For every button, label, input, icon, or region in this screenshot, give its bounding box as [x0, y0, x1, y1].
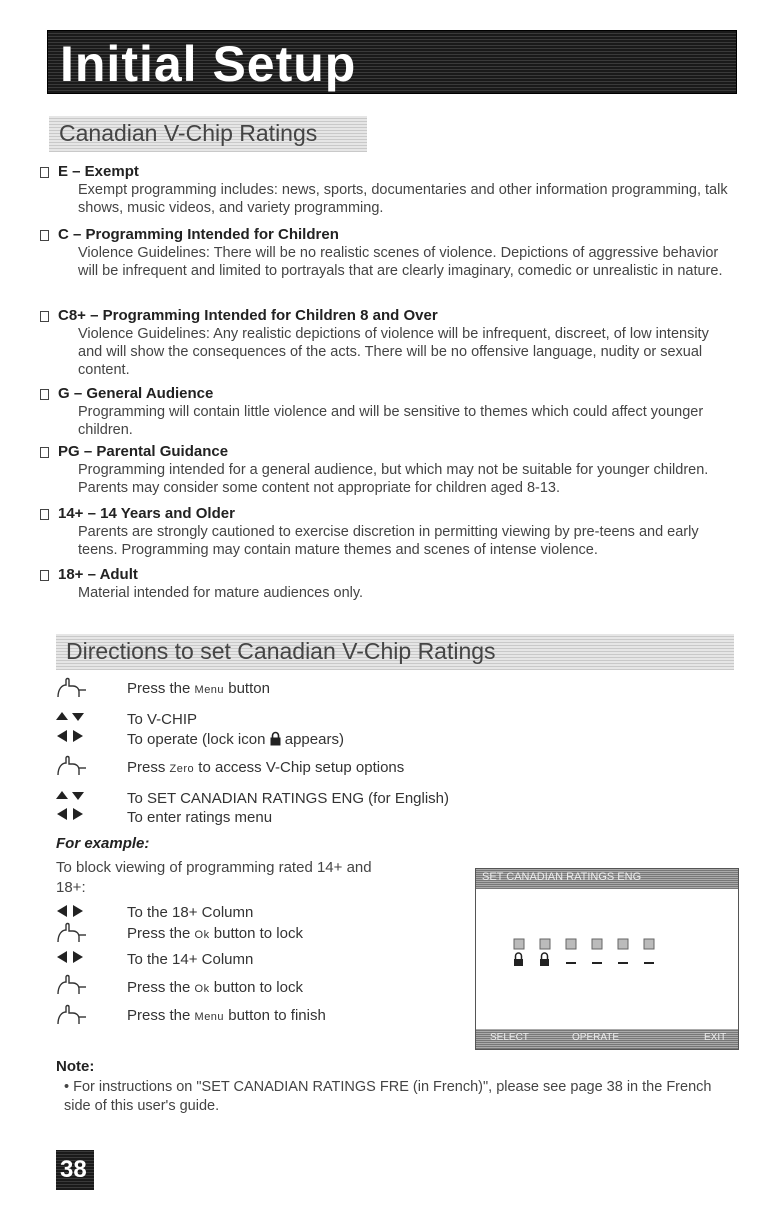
- screen-operate-label: OPERATE: [572, 1032, 620, 1043]
- rating-description: Material intended for mature audiences only.: [78, 585, 364, 601]
- screen-select-label: SELECT: [490, 1032, 529, 1043]
- rating-description: Programming intended for a general audience, but which may not be suitable for younger children. Parents may consider some content not appropriate for children aged 8-13.: [78, 462, 709, 496]
- rating-description: Parents are strongly cautioned to exercise discretion in permitting viewing by pre-teens and early teens. Programming may contain mature themes and scenes of intense violence.: [78, 524, 699, 558]
- section-title-ratings: Canadian V-Chip Ratings: [59, 120, 318, 146]
- rating-title: PG – Parental Guidance: [58, 443, 229, 460]
- rating-description: Violence Guidelines: Any realistic depictions of violence will be infrequent, discreet, of low intensity and will show the consequences of the acts. There will be no offensive language, nudity or sexual content.: [78, 326, 709, 378]
- section-header-directions: [56, 634, 734, 670]
- tv-screen-illustration: [475, 868, 739, 1050]
- page-title-bar: [47, 30, 737, 94]
- note-text: • For instructions on "SET CANADIAN RATINGS FRE (in French)", please see page 38 in the French side of this user's guide.: [64, 1079, 712, 1114]
- rating-description: Programming will contain little violence and will be sensitive to themes which could affect younger children.: [78, 404, 704, 438]
- section-header-ratings: [49, 116, 367, 152]
- left-right-arrow-icon: [55, 949, 91, 971]
- example-step-18plus: To the 18+ Column: [127, 904, 254, 921]
- step-set-canadian-ratings: To SET CANADIAN RATINGS ENG (for English): [127, 790, 450, 807]
- rating-description: Violence Guidelines: There will be no realistic scenes of violence. Depictions of aggressive behavior will be infrequent and limited to portrayals that are clearly imaginary, comedic or unrealistic in nature.: [78, 245, 723, 279]
- left-right-arrow-icon: [55, 806, 91, 828]
- rating-g: [58, 385, 728, 439]
- rating-pg: [58, 443, 728, 497]
- page-number-badge: [56, 1150, 94, 1190]
- screen-title-bar: [476, 869, 738, 889]
- left-right-arrow-icon: [55, 728, 91, 750]
- page-title: Initial Setup: [60, 36, 357, 92]
- checkbox-icon: [40, 167, 49, 178]
- rating-14plus: [58, 505, 728, 559]
- rating-description: Exempt programming includes: news, sports, documentaries and other information programming, talk shows, music videos, and variety programming.: [78, 182, 728, 216]
- screen-exit-label: EXIT: [704, 1032, 727, 1043]
- rating-title: 18+ – Adult: [58, 566, 138, 583]
- rating-18plus: [58, 566, 728, 602]
- step-press-zero: Press Zero to access V-Chip setup options: [127, 759, 405, 776]
- rating-e: [58, 163, 728, 217]
- example-label: For example:: [56, 835, 150, 852]
- hand-press-icon: [55, 677, 91, 699]
- checkbox-icon: [40, 311, 49, 322]
- example-intro: To block viewing of programming rated 14+ and 18+:: [56, 859, 372, 896]
- checkbox-icon: [40, 447, 49, 458]
- hand-press-icon: [55, 922, 91, 944]
- step-operate: To operate (lock icon appears): [127, 731, 344, 748]
- checkbox-icon: [40, 389, 49, 400]
- step-to-vchip: To V-CHIP: [127, 711, 198, 728]
- step-enter-ratings-menu: To enter ratings menu: [127, 809, 273, 826]
- checkbox-icon: [40, 509, 49, 520]
- hand-press-icon: [55, 974, 91, 996]
- example-step-lock-14: Press the Ok button to lock: [127, 979, 303, 996]
- page-number: 38: [60, 1156, 87, 1183]
- example-step-lock-18: Press the Ok button to lock: [127, 925, 303, 942]
- checkbox-icon: [40, 230, 49, 241]
- rating-c: [58, 226, 728, 280]
- step-press-menu: Press the Menu button: [127, 680, 270, 697]
- note-label: Note:: [56, 1058, 95, 1075]
- hand-press-icon: [55, 1004, 91, 1026]
- checkbox-icon: [40, 570, 49, 581]
- rating-title: C8+ – Programming Intended for Children 8 and Over: [58, 307, 438, 324]
- section-title-directions: Directions to set Canadian V-Chip Ratings: [66, 638, 496, 664]
- rating-title: C – Programming Intended for Children: [58, 226, 339, 243]
- rating-title: E – Exempt: [58, 163, 139, 180]
- rating-title: 14+ – 14 Years and Older: [58, 505, 235, 522]
- example-step-14plus: To the 14+ Column: [127, 951, 254, 968]
- rating-title: G – General Audience: [58, 385, 214, 402]
- lock-icon: [270, 731, 281, 746]
- rating-c8: [58, 307, 728, 379]
- screen-rating-grid: [476, 889, 738, 1029]
- hand-press-icon: [55, 755, 91, 777]
- screen-title: SET CANADIAN RATINGS ENG: [482, 871, 642, 883]
- example-step-finish: Press the Menu button to finish: [127, 1007, 326, 1024]
- screen-bottom-bar: [476, 1029, 738, 1049]
